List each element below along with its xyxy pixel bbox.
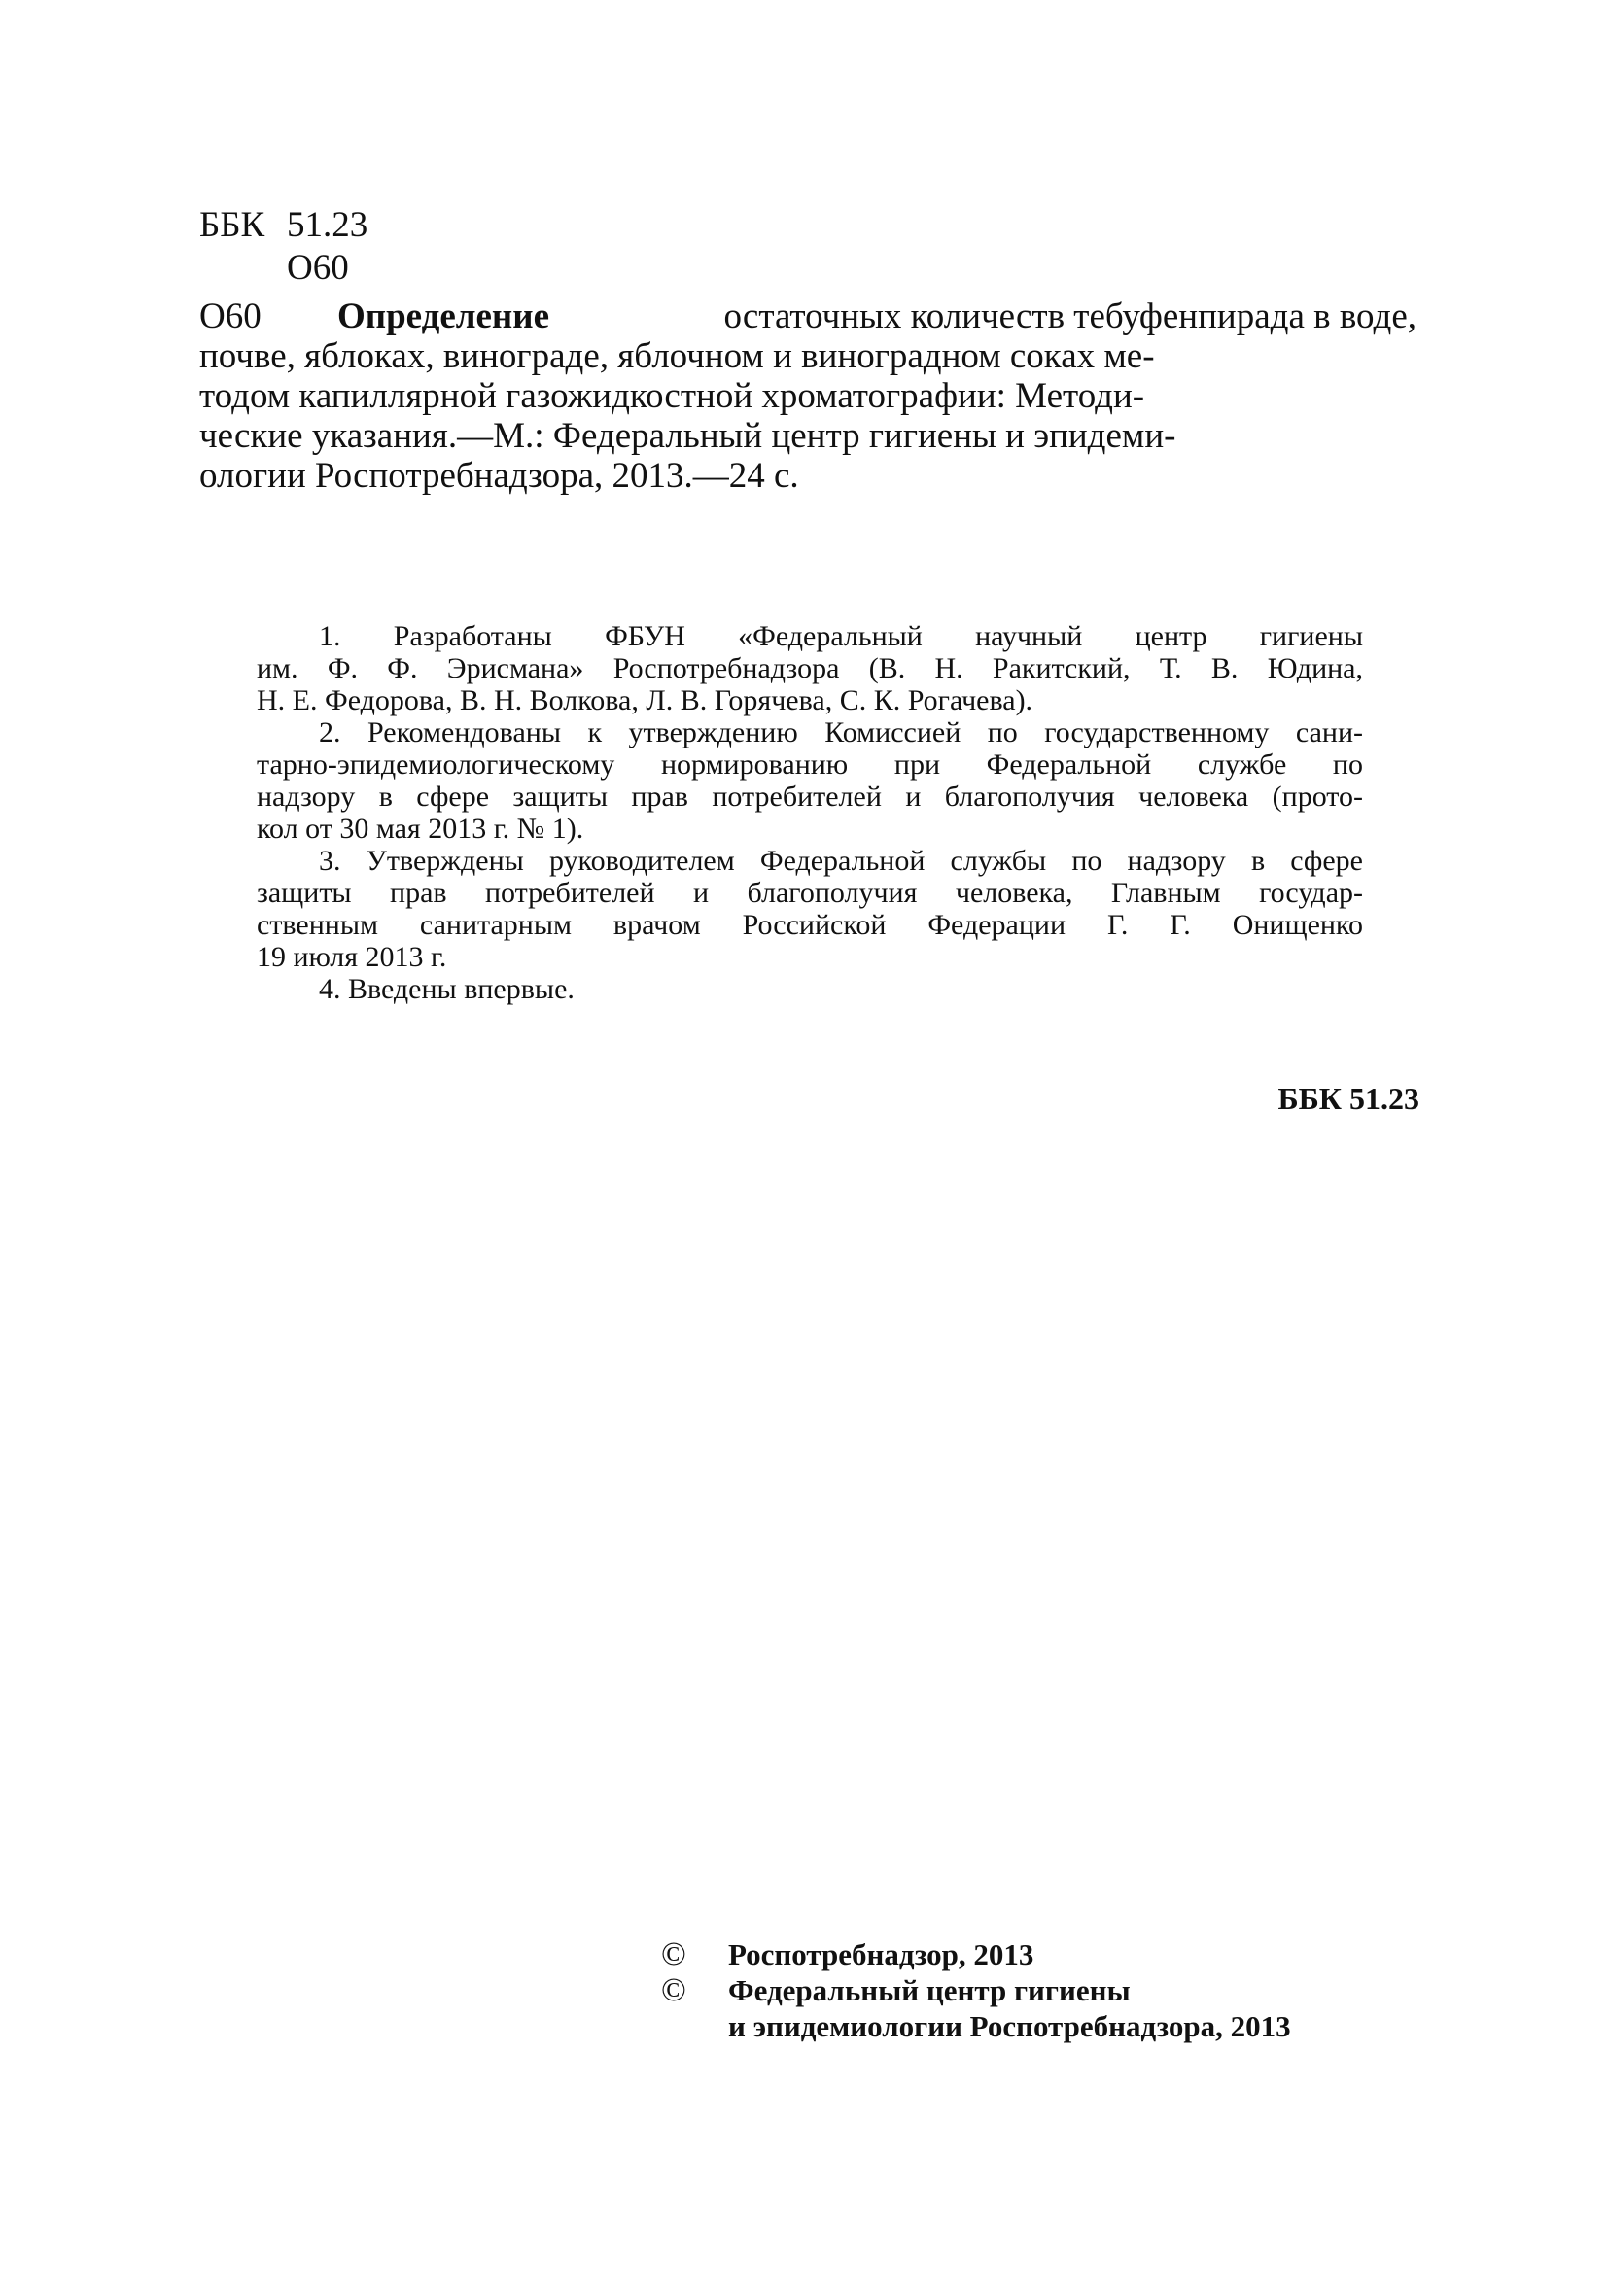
description-line-4: ческие указания.—М.: Федеральный центр гигиены и эпидеми- (199, 416, 1176, 456)
info-line: тарно-эпидемиологическому нормированию при Федеральной службе по (257, 748, 1363, 781)
copyright-row-1 (661, 1936, 1291, 1972)
info-line: 3. Утверждены руководителем Федеральной службы по надзору в сфере (319, 845, 1363, 877)
description-line-1-rest: остаточных количеств тебуфенпирада в воде, (723, 296, 1416, 336)
copyright-block (661, 1936, 1291, 2044)
bbk-header (199, 204, 367, 290)
copyright-row-2 (661, 1972, 1291, 2008)
description-code: О60 (199, 296, 262, 336)
info-line: 1. Разработаны ФБУН «Федеральный научный центр гигиены (319, 620, 1363, 652)
copyright-icon: © (661, 1936, 686, 1972)
info-paragraph-2 (257, 716, 1363, 845)
info-paragraph-4 (257, 973, 1363, 1005)
description-line-2: почве, яблоках, винограде, яблочном и виноградном соках ме- (199, 336, 1155, 376)
description-line-1 (199, 296, 1416, 336)
info-line: 19 июля 2013 г. (257, 941, 447, 973)
author-mark: О60 (287, 248, 349, 288)
bbk-code: 51.23 (287, 205, 368, 245)
description-line-5: ологии Роспотребнадзора, 2013.—24 с. (199, 456, 799, 496)
info-paragraph-3 (257, 845, 1363, 973)
bibliographic-description (199, 296, 1416, 496)
bbk-footer: ББК 51.23 (1277, 1081, 1419, 1116)
info-line: ственным санитарным врачом Российской Федерации Г. Г. Онищенко (257, 909, 1363, 941)
description-title-bold: Определение (337, 296, 549, 336)
info-line: 2. Рекомендованы к утверждению Комиссией по государственному сани- (319, 716, 1363, 748)
info-line: кол от 30 мая 2013 г. № 1). (257, 813, 584, 845)
description-title-line (337, 296, 1416, 336)
info-line: им. Ф. Ф. Эрисмана» Роспотребнадзора (В. Н. Ракитский, Т. В. Юдина, (257, 652, 1363, 684)
copyright-holder-1: Роспотребнадзор, 2013 (728, 1937, 1034, 1971)
copyright-holder-2: Федеральный центр гигиены (728, 1973, 1131, 2007)
copyright-row-3 (661, 2008, 1291, 2044)
info-paragraph-1 (257, 620, 1363, 716)
bbk-label: ББК (199, 205, 265, 245)
copyright-icon: © (661, 1972, 686, 2008)
document-info (257, 620, 1363, 1005)
bbk-header-row (199, 204, 367, 247)
description-line-3: тодом капиллярной газожидкостной хроматографии: Методи- (199, 376, 1145, 416)
info-line: защиты прав потребителей и благополучия человека, Главным государ- (257, 877, 1363, 909)
author-mark-row (199, 247, 367, 290)
copyright-holder-2-cont: и эпидемиологии Роспотребнадзора, 2013 (728, 2009, 1291, 2043)
info-line: надзору в сфере защиты прав потребителей и благополучия человека (прото- (257, 781, 1363, 813)
info-line: Н. Е. Федорова, В. Н. Волкова, Л. В. Горячева, С. К. Рогачева). (257, 684, 1033, 716)
copyright-spacer (661, 2008, 728, 2044)
info-line: 4. Введены впервые. (319, 973, 575, 1005)
